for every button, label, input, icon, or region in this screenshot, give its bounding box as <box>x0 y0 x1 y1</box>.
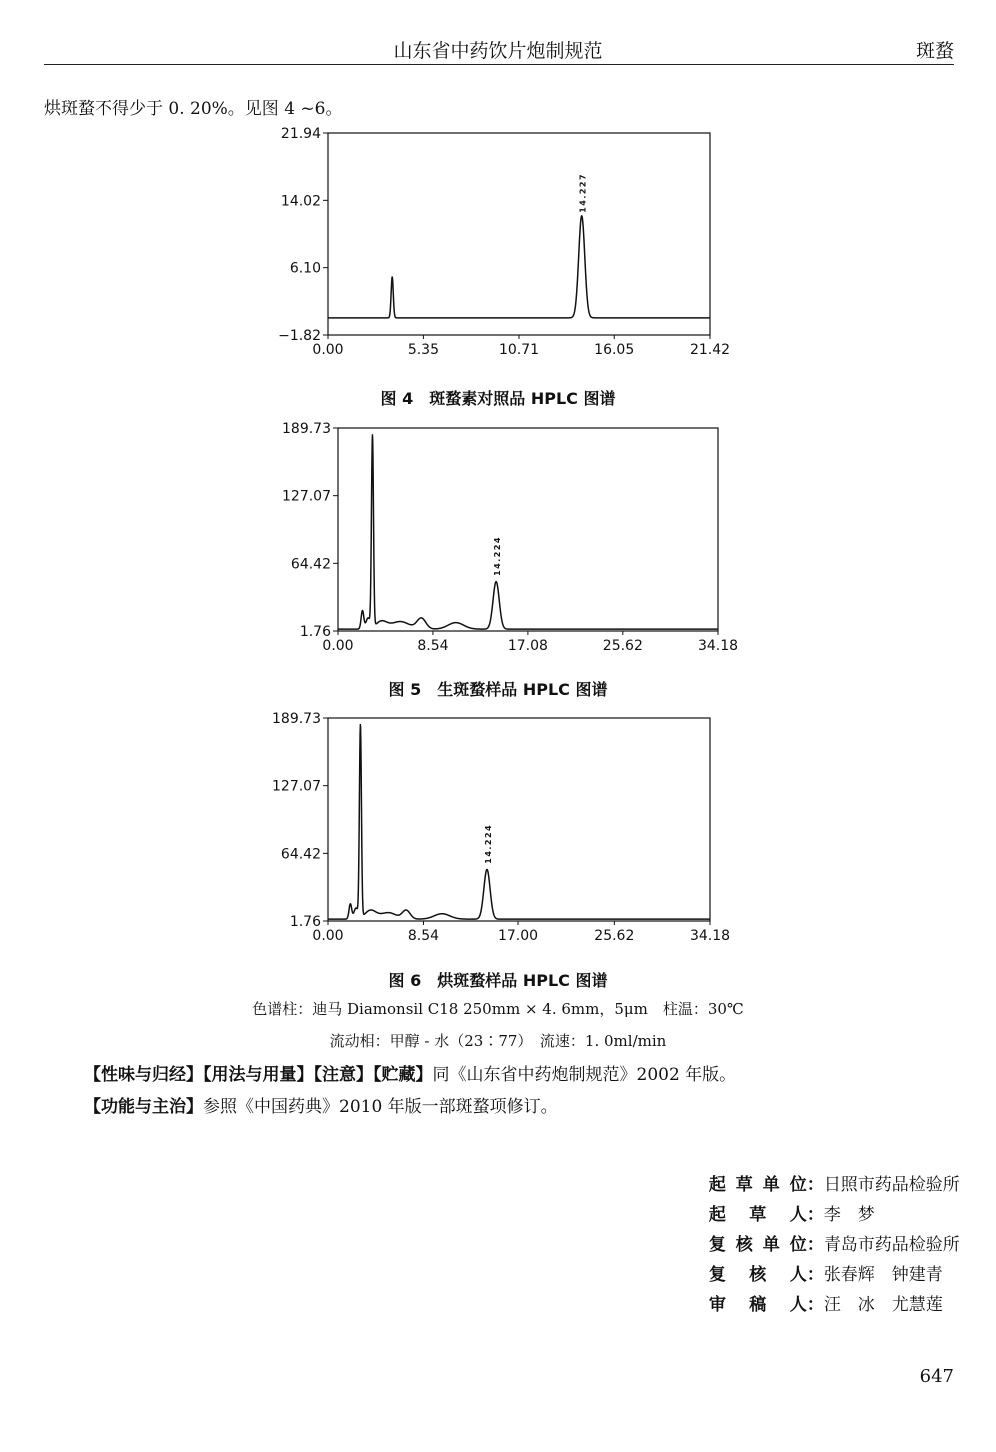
hplc-chart-raw-sample <box>260 420 739 662</box>
signature-label: 审 稿 人 <box>708 1295 807 1315</box>
y-tick-label: 14.02 <box>280 193 321 210</box>
function-label: 【功能与主治】 <box>84 1097 203 1117</box>
signature-value: 日照市药品检验所 <box>823 1175 960 1195</box>
chromatogram-trace <box>328 216 710 318</box>
signature-row: 复核单位：青岛市药品检验所 <box>698 1210 960 1255</box>
y-tick-label: 1.76 <box>299 624 331 640</box>
x-tick-label: 34.18 <box>697 638 739 654</box>
figure-5-caption: 图 5 生斑蝥样品 HPLC 图谱 <box>388 680 608 699</box>
x-tick-label: 0.00 <box>312 928 344 944</box>
conditions-line-2: 流动相：甲醇 - 水（23∶77） 流速：1. 0ml/min <box>329 1032 667 1050</box>
signature-value: 青岛市药品检验所 <box>823 1235 960 1255</box>
x-tick-label: 34.18 <box>689 928 731 944</box>
signature-value: 张春辉 钟建青 <box>823 1265 943 1285</box>
chromatogram-trace <box>338 435 718 629</box>
x-tick-label: 8.54 <box>407 928 440 944</box>
y-tick-label: −1.82 <box>278 328 321 344</box>
x-tick-label: 25.62 <box>594 928 635 944</box>
signature-value: 汪 冰 尤慧莲 <box>823 1295 943 1315</box>
plot-frame <box>328 718 710 921</box>
retention-time-label: 14.224 <box>483 823 493 864</box>
y-tick-label: 64.42 <box>280 846 321 863</box>
x-tick-label: 5.35 <box>407 342 439 358</box>
y-tick-label: 189.73 <box>272 711 321 727</box>
x-tick-label: 0.00 <box>322 638 354 654</box>
x-tick-label: 21.42 <box>689 342 731 358</box>
y-tick-label: 21.94 <box>280 126 321 142</box>
x-tick-label: 8.54 <box>417 638 449 654</box>
signature-label: 起草单位 <box>708 1175 807 1195</box>
intro-text: 烘斑蝥不得少于 0. 20%。见图 4 ~6。 <box>44 99 343 119</box>
x-tick-label: 0.00 <box>312 342 344 358</box>
properties-paragraph <box>84 1060 736 1085</box>
y-tick-label: 6.10 <box>289 260 321 277</box>
x-tick-label: 10.71 <box>498 342 540 358</box>
y-tick-label: 127.07 <box>272 778 321 795</box>
signature-row: 起 草 人：李 梦 <box>698 1180 875 1225</box>
retention-time-label: 14.227 <box>578 172 588 213</box>
x-tick-label: 17.00 <box>497 928 539 944</box>
hplc-chart-reference <box>260 125 730 365</box>
signature-row: 起草单位：日照市药品检验所 <box>698 1150 960 1195</box>
running-header-section: 斑蝥 <box>915 40 954 62</box>
properties-label: 【性味与归经】【用法与用量】【注意】【贮藏】 <box>84 1065 433 1085</box>
y-tick-label: 64.42 <box>290 556 331 573</box>
function-text: 参照《中国药典》2010 年版一部斑蝥项修订。 <box>203 1097 558 1117</box>
x-tick-label: 25.62 <box>602 638 643 654</box>
retention-time-label: 14.224 <box>493 536 503 576</box>
signature-label: 复核单位 <box>708 1235 807 1255</box>
plot-frame <box>338 428 718 631</box>
header-rule <box>44 64 954 65</box>
function-paragraph <box>84 1092 558 1117</box>
properties-text: 同《山东省中药炮制规范》2002 年版。 <box>432 1065 737 1085</box>
x-tick-label: 17.08 <box>507 638 548 654</box>
conditions-line-1: 色谱柱：迪马 Diamonsil C18 250mm × 4. 6mm，5μm 柱温：30℃ <box>252 1000 744 1018</box>
hplc-chart-baked-sample <box>255 710 731 952</box>
y-tick-label: 1.76 <box>289 914 321 930</box>
y-tick-label: 189.73 <box>282 421 331 437</box>
figure-6-caption: 图 6 烘斑蝥样品 HPLC 图谱 <box>388 971 608 990</box>
running-header-title: 山东省中药饮片炮制规范 <box>393 40 603 62</box>
page-number: 647 <box>919 1366 954 1387</box>
x-tick-label: 16.05 <box>594 342 635 358</box>
plot-frame <box>328 133 710 335</box>
y-tick-label: 127.07 <box>282 488 331 505</box>
signature-row: 复 核 人：张春辉 钟建青 <box>698 1240 943 1285</box>
signature-label: 复 核 人 <box>708 1265 807 1285</box>
signature-row: 审 稿 人：汪 冰 尤慧莲 <box>698 1270 943 1315</box>
chromatogram-trace <box>328 725 710 919</box>
signature-value: 李 梦 <box>823 1205 875 1225</box>
figure-4-caption: 图 4 斑蝥素对照品 HPLC 图谱 <box>380 389 616 408</box>
signature-label: 起 草 人 <box>708 1205 807 1225</box>
